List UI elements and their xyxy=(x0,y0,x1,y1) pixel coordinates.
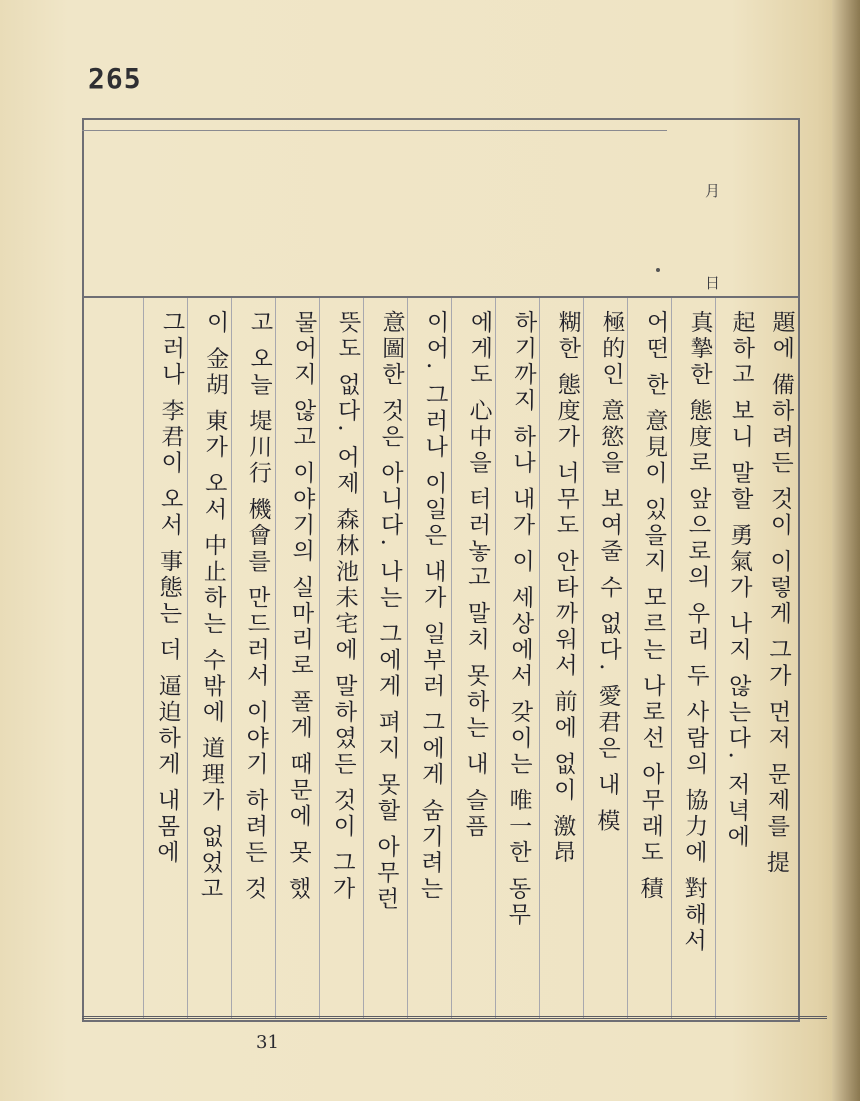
manuscript-column: 하기까지 하나 내가 이 세상에서 갖이는 唯一한 동무 xyxy=(504,309,537,929)
manuscript-column: 그러나 李君이 오서 事態는 더 逼迫하게 내몸에 xyxy=(152,309,185,866)
manuscript-column: 뜻도 없다. 어제 森林池未宅에 말하였든 것이 그가 xyxy=(328,309,361,903)
manuscript-column: 題에 備하려든 것이 이렇게 그가 먼저 문제를 提 xyxy=(762,309,795,877)
manuscript-column: 糊한 態度가 너무도 안타까워서 前에 없이 激昂 xyxy=(548,309,581,866)
notebook-binding xyxy=(832,0,860,1101)
manuscript-column: 물어지 않고 이야기의 실마리로 풀게 때문에 못 했 xyxy=(284,309,317,903)
day-label: 日 xyxy=(705,274,721,292)
month-label: 月 xyxy=(705,182,721,200)
manuscript-column xyxy=(100,310,147,1010)
manuscript-column: 極的인 意慾을 보여줄 수 없다. 愛君은 내 模 xyxy=(593,309,625,835)
page-number: 265 xyxy=(88,62,142,95)
manuscript-column: 에게도 心中을 터러놓고 말치 못하는 내 슬픔 xyxy=(461,309,493,841)
footer-note: 31 xyxy=(256,1032,279,1053)
manuscript-column: 起하고 보니 말할 勇氣가 나지 않는다. 저녁에 xyxy=(723,309,755,851)
header-rule xyxy=(82,130,667,131)
manuscript-column: 고 오늘 堤川行 機會를 만드러서 이야기 하려든 것 xyxy=(240,309,273,903)
ink-dot xyxy=(656,268,660,272)
manuscript-column: 어떤 한 意見이 있을지 모르는 나로선 아무래도 積 xyxy=(636,309,669,903)
manuscript-column: 이어. 그러나 이일은 내가 일부러 그에게 숨기려는 xyxy=(416,309,449,903)
manuscript-column: 意圖한 것은 아니다. 나는 그에게 펴지 못할 아무런 xyxy=(372,309,405,913)
bottom-rule xyxy=(82,1016,827,1019)
manuscript-column: 이 金胡 東가 오서 中止하는 수밖에 道理가 없었고 xyxy=(196,309,229,903)
manuscript-column: 真摯한 態度로 앞으로의 우리 두 사람의 協力에 對해서 xyxy=(679,309,713,955)
header-box xyxy=(82,118,800,298)
